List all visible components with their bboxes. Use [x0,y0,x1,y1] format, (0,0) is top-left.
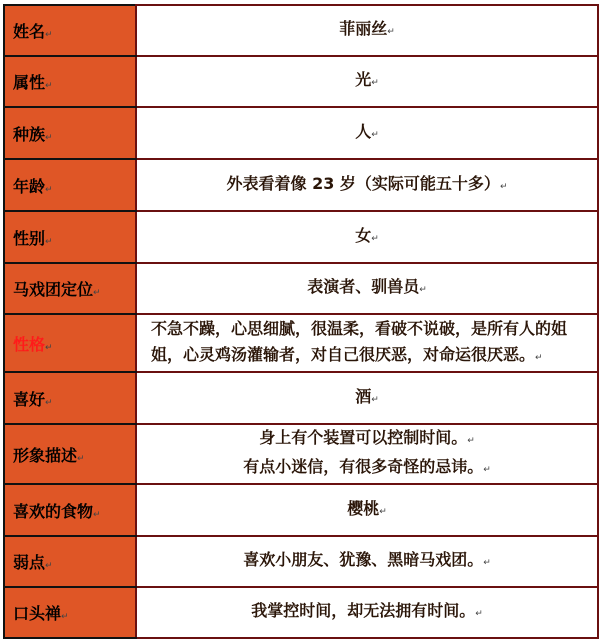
paragraph-mark-icon: ↵ [45,342,53,353]
paragraph-mark-icon: ↵ [535,352,543,363]
label-text: 喜好 [13,389,46,409]
paragraph-mark-icon: ↵ [61,612,69,622]
value-text: 外表看着像 23 岁（实际可能五十多） [226,173,500,193]
value-text: 身上有个装置可以控制时间。 [259,428,468,447]
label-text: 年龄 [13,176,46,196]
paragraph-mark-icon: ↵ [371,394,379,405]
field-value [136,536,598,587]
paragraph-mark-icon: ↵ [483,465,491,475]
table-row [4,484,598,536]
paragraph-mark-icon: ↵ [387,27,395,37]
field-value [136,314,598,372]
paragraph-mark-icon: ↵ [499,181,508,192]
table-row [4,314,598,372]
field-value [136,587,598,638]
paragraph-mark-icon: ↵ [45,397,53,408]
label-text: 弱点 [13,553,46,572]
value-text: 光 [355,70,372,89]
label-text: 性格 [13,334,46,354]
paragraph-mark-icon: ↵ [45,236,53,247]
value-text: 表演者、驯兽员 [307,277,420,296]
value-text: 酒 [355,386,372,406]
paragraph-mark-icon: ↵ [379,506,387,517]
table-row [4,587,598,638]
paragraph-mark-icon: ↵ [419,285,427,295]
paragraph-mark-icon: ↵ [467,436,475,446]
table-row [4,263,598,314]
field-value [136,107,598,159]
character-profile-table [3,4,599,639]
table-row [4,56,598,107]
label-text: 喜欢的食物 [13,501,94,521]
value-text: 人 [355,121,372,141]
table-row [4,107,598,159]
value-text: 樱桃 [347,498,380,518]
paragraph-mark-icon: ↵ [45,561,53,571]
field-label [4,314,136,372]
table-row [4,5,598,56]
field-label [4,5,136,56]
field-value [136,211,598,263]
field-label [4,372,136,424]
paragraph-mark-icon: ↵ [45,184,53,195]
field-label [4,424,136,484]
table-row [4,536,598,587]
label-text: 种族 [13,124,46,144]
field-label [4,56,136,107]
field-label [4,263,136,314]
table-row [4,159,598,211]
value-text: 有点小迷信，有很多奇怪的忌讳。 [243,457,484,476]
table-row [4,424,598,484]
field-label [4,587,136,638]
field-label [4,211,136,263]
paragraph-mark-icon: ↵ [45,81,53,91]
value-text: 我掌控时间，却无法拥有时间。 [251,601,476,620]
label-text: 口头禅 [13,604,62,623]
paragraph-mark-icon: ↵ [77,453,85,464]
field-label [4,107,136,159]
field-label [4,536,136,587]
field-value [136,424,598,484]
label-text: 属性 [13,73,46,92]
table-row [4,211,598,263]
paragraph-mark-icon: ↵ [371,233,379,244]
value-text: 女 [355,225,372,245]
paragraph-mark-icon: ↵ [45,132,53,143]
label-text: 马戏团定位 [13,280,94,299]
field-value [136,372,598,424]
label-text: 形象描述 [13,445,78,465]
field-value [136,56,598,107]
paragraph-mark-icon: ↵ [371,78,379,88]
paragraph-mark-icon: ↵ [475,609,483,619]
field-value [136,484,598,536]
paragraph-mark-icon: ↵ [93,509,101,520]
value-text: 不急不躁，心思细腻，很温柔，看破不说破，是所有人的姐姐，心灵鸡汤灌输者，对自己很厌恶，对命运很厌恶。 [151,318,568,364]
paragraph-mark-icon: ↵ [371,129,379,140]
label-text: 性别 [13,228,46,248]
paragraph-mark-icon: ↵ [45,30,53,40]
field-value [136,159,598,211]
field-label [4,484,136,536]
paragraph-mark-icon: ↵ [483,558,491,568]
value-text: 菲丽丝 [339,19,388,38]
field-label [4,159,136,211]
field-value [136,5,598,56]
field-value [136,263,598,314]
value-text: 喜欢小朋友、犹豫、黑暗马戏团。 [243,550,484,569]
paragraph-mark-icon: ↵ [93,288,101,298]
table-row [4,372,598,424]
label-text: 姓名 [13,22,46,41]
